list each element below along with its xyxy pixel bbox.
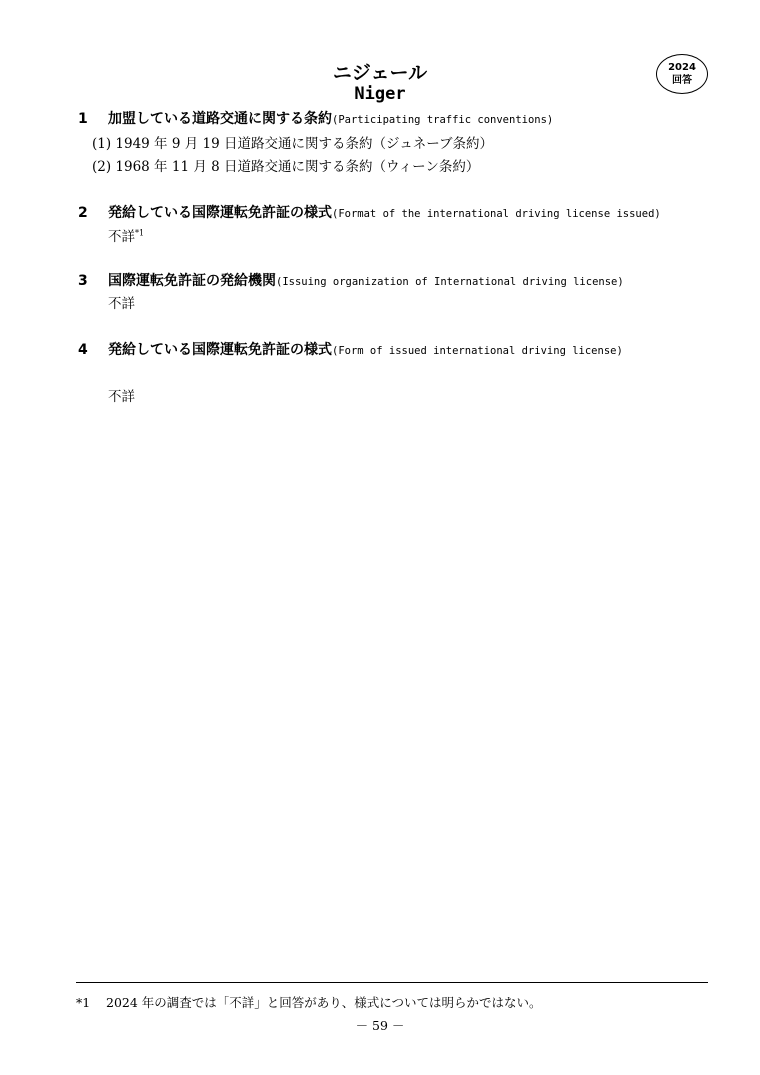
section-heading-jp: 加盟している道路交通に関する条約 [108, 111, 332, 127]
section-4-body: 不詳 [108, 389, 135, 405]
section-2-body [108, 225, 144, 245]
section-heading-jp: 発給している国際運転免許証の様式 [108, 205, 332, 221]
page-title-japanese: ニジェール [332, 62, 428, 84]
section-1-heading [78, 108, 553, 128]
footnote-reference: *1 [135, 228, 145, 238]
badge-year: 2024 [668, 62, 696, 73]
section-heading-en: (Form of issued international driving license) [332, 345, 623, 357]
section-heading-jp: 国際運転免許証の発給機関 [108, 273, 276, 289]
section-3-body: 不詳 [108, 296, 135, 312]
section-heading-en: (Participating traffic conventions) [332, 114, 554, 126]
response-year-badge [656, 54, 708, 94]
footnote-text: 2024 年の調査では「不詳」と回答があり、様式については明らかではない。 [106, 995, 542, 1010]
section-heading-en: (Format of the international driving license issued) [332, 208, 661, 220]
footnote-mark: *1 [76, 995, 91, 1010]
section-3-heading [78, 270, 624, 290]
section-number: 4 [78, 342, 88, 358]
section-2-heading [78, 202, 661, 222]
section-number: 3 [78, 273, 88, 289]
section-number: 2 [78, 205, 88, 221]
page-title-english: Niger [354, 84, 406, 104]
section-number: 1 [78, 111, 88, 127]
section-heading-en: (Issuing organization of International driving license) [276, 276, 624, 288]
badge-label: 回答 [672, 75, 692, 86]
footnote-divider [76, 982, 708, 983]
convention-item: (2) 1968 年 11 月 8 日道路交通に関する条約（ウィーン条約） [92, 159, 480, 175]
convention-item: (1) 1949 年 9 月 19 日道路交通に関する条約（ジュネーブ条約） [92, 136, 494, 152]
footnote [76, 993, 542, 1011]
section-body-text: 不詳 [108, 229, 135, 245]
section-heading-jp: 発給している国際運転免許証の様式 [108, 342, 332, 358]
page-number: － 59 － [355, 1018, 405, 1033]
section-4-heading [78, 339, 623, 359]
